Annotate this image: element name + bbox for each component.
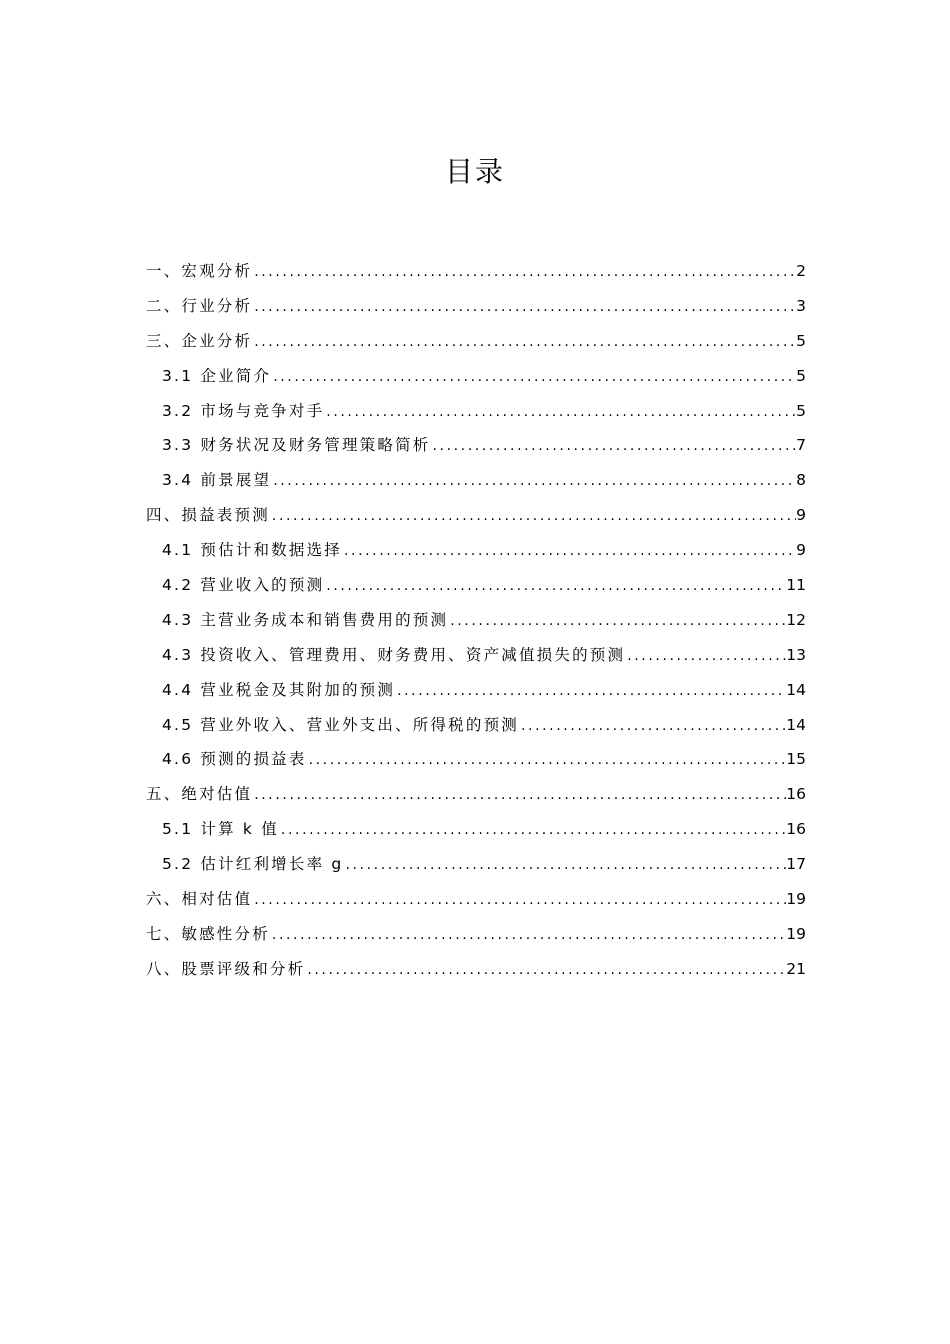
toc-entry[interactable]: [146, 428, 806, 463]
dot-leader: [270, 499, 796, 534]
toc-page-number: 15: [786, 750, 806, 769]
toc-entry-label: 4.6 预测的损益表: [162, 750, 307, 769]
toc-entry-label: 4.1 预估计和数据选择: [162, 541, 342, 560]
toc-entry-label: 5.2 估计红利增长率 g: [162, 855, 344, 874]
toc-entry[interactable]: [146, 568, 806, 603]
toc-entry-label: 3.1 企业简介: [162, 366, 272, 385]
toc-entry[interactable]: [146, 952, 806, 987]
dot-leader: [519, 709, 786, 744]
toc-entry-label: 4.5 营业外收入、营业外支出、所得税的预测: [162, 715, 519, 734]
toc-entry[interactable]: [146, 533, 806, 568]
toc-entry-label: 五、绝对估值: [146, 785, 253, 804]
toc-page-number: 5: [796, 331, 806, 350]
toc-entry[interactable]: [146, 498, 806, 533]
toc-entry-label: 3.3 财务状况及财务管理策略简析: [162, 436, 431, 455]
toc-page-number: 5: [796, 401, 806, 420]
toc-entry-label: 5.1 计算 k 值: [162, 820, 279, 839]
toc-entry[interactable]: [146, 603, 806, 638]
toc-entry[interactable]: [146, 254, 806, 289]
toc-entry-label: 四、损益表预测: [146, 506, 270, 525]
dot-leader: [252, 883, 786, 918]
dot-leader: [252, 325, 796, 360]
toc-page-number: 21: [786, 959, 806, 978]
toc-entry[interactable]: [146, 394, 806, 429]
toc-entry[interactable]: [146, 673, 806, 708]
toc-entry[interactable]: [146, 359, 806, 394]
toc-entry-label: 4.3 投资收入、管理费用、财务费用、资产减值损失的预测: [162, 645, 626, 664]
dot-leader: [305, 953, 786, 988]
toc-page-number: 16: [786, 820, 806, 839]
dot-leader: [271, 360, 796, 395]
dot-leader: [270, 918, 786, 953]
toc-page-number: 13: [786, 645, 806, 664]
toc-title: 目录: [444, 155, 505, 188]
toc-entry[interactable]: [146, 324, 806, 359]
toc-list: [146, 254, 806, 987]
dot-leader: [252, 255, 796, 290]
dot-leader: [271, 464, 796, 499]
toc-entry-label: 八、股票评级和分析: [146, 959, 306, 978]
toc-page-number: 14: [786, 680, 806, 699]
toc-page-number: 3: [796, 296, 806, 315]
dot-leader: [342, 534, 796, 569]
dot-leader: [307, 743, 787, 778]
toc-entry[interactable]: [146, 847, 806, 882]
toc-entry-label: 六、相对估值: [146, 890, 253, 909]
toc-page-number: 16: [786, 785, 806, 804]
toc-entry[interactable]: [146, 638, 806, 673]
toc-entry[interactable]: [146, 742, 806, 777]
toc-entry-label: 二、行业分析: [146, 296, 253, 315]
toc-page-number: 14: [786, 715, 806, 734]
toc-page-number: 11: [786, 576, 806, 595]
toc-entry-label: 一、宏观分析: [146, 262, 253, 280]
toc-entry[interactable]: [146, 289, 806, 324]
toc-entry-label: 七、敏感性分析: [146, 924, 270, 943]
toc-page-number: 8: [796, 471, 806, 490]
toc-page-number: 5: [796, 366, 806, 385]
dot-leader: [448, 604, 786, 639]
dot-leader: [324, 395, 796, 430]
toc-entry-label: 三、企业分析: [146, 331, 253, 350]
dot-leader: [252, 778, 786, 813]
toc-entry[interactable]: [146, 777, 806, 812]
dot-leader: [430, 429, 796, 464]
dot-leader: [395, 674, 786, 709]
toc-page-number: 19: [786, 890, 806, 909]
toc-page-number: 9: [796, 506, 806, 525]
toc-page-number: 7: [796, 436, 806, 455]
dot-leader: [625, 639, 786, 674]
toc-entry[interactable]: [146, 917, 806, 952]
toc-entry[interactable]: [146, 463, 806, 498]
dot-leader: [324, 569, 786, 604]
toc-entry-label: 4.2 营业收入的预测: [162, 576, 325, 595]
toc-page-number: 12: [786, 610, 806, 629]
toc-page-number: 9: [796, 541, 806, 560]
toc-page-number: 19: [786, 924, 806, 943]
toc-entry[interactable]: [146, 812, 806, 847]
dot-leader: [343, 848, 786, 883]
toc-entry[interactable]: [146, 708, 806, 743]
dot-leader: [252, 290, 796, 325]
toc-page-number: 17: [786, 855, 806, 874]
toc-entry-label: 4.3 主营业务成本和销售费用的预测: [162, 610, 449, 629]
toc-entry-label: 3.2 市场与竞争对手: [162, 401, 325, 420]
toc-entry-label: 3.4 前景展望: [162, 471, 272, 490]
toc-entry-label: 4.4 营业税金及其附加的预测: [162, 680, 396, 699]
dot-leader: [279, 813, 786, 848]
toc-page-number: 2: [796, 262, 806, 280]
toc-entry[interactable]: [146, 882, 806, 917]
